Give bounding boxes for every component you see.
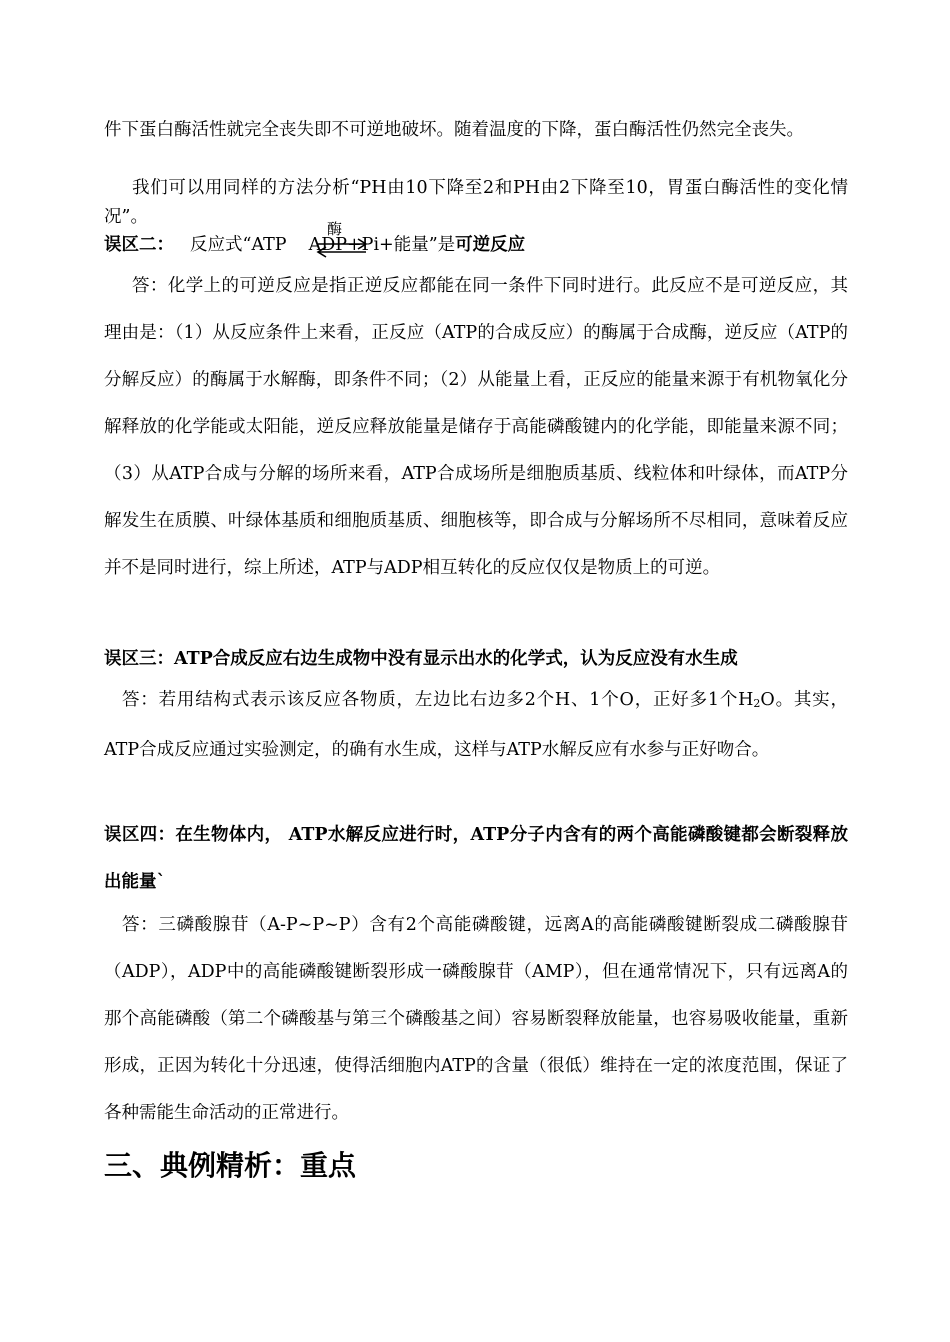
misconception-2-label: 误区二： xyxy=(104,235,174,255)
misconception-4-text: 在生物体内， ATP水解反应进行时，ATP分子内含有的两个高能磷酸键都会断裂释放出能量` xyxy=(104,825,848,892)
enzyme-label: 酶 xyxy=(327,220,343,238)
answer-3-subscript: 2 xyxy=(753,697,761,710)
misconception-3-label: 误区三： xyxy=(104,649,174,669)
answer-3-pre: 答：若用结构式表示该反应各物质，左边比右边多2个H、1个O，正好多1个H xyxy=(122,690,754,710)
answer-3 xyxy=(104,677,848,774)
misconception-2-pre: 反应式“ATP xyxy=(190,235,287,255)
misconception-2-rhs: ADP+Pi+能量”是 xyxy=(308,235,456,255)
paragraph-1: 件下蛋白酶活性就完全丧失即不可逆地破坏。随着温度的下降，蛋白酶活性仍然完全丧失。 xyxy=(104,120,804,140)
answer-2: 答：化学上的可逆反应是指正逆反应都能在同一条件下同时进行。此反应不是可逆反应，其理由是：（1）从反应条件上来看，正反应（ATP的合成反应）的酶属于合成酶，逆反应（ATP的分解反应）的酶属于水解酶，即条件不同；（2）从能量上看，正反应的能量来源于有机物氧化分解释放的化学能或太阳能，逆反应释放能量是储存于高能磷酸键内的化学能，即能量来源不同；（3）从ATP合成与分解的场所来看，ATP合成场所是细胞质基质、线粒体和叶绿体，而ATP分解发生在质膜、叶绿体基质和细胞质基质、细胞核等，即合成与分解场所不尽相同，意味着反应并不是同时进行，综上所述，ATP与ADP相互转化的反应仅仅是物质上的可逆。 xyxy=(104,276,848,578)
misconception-4-label: 误区四： xyxy=(104,825,176,845)
misconception-4 xyxy=(104,812,848,906)
reversible-arrow-icon xyxy=(314,238,370,258)
misconception-2-emphasis: 可逆反应 xyxy=(455,235,526,255)
answer-4: 答：三磷酸腺苷（A-P~P~P）含有2个高能磷酸键，远离A的高能磷酸键断裂成二磷酸腺苷（ADP），ADP中的高能磷酸键断裂形成一磷酸腺苷（AMP），但在通常情况下，只有远离A的那个高能磷酸（第二个磷酸基与第三个磷酸基之间）容易断裂释放能量，也容易吸收能量，重新形成，正因为转化十分迅速，使得活细胞内ATP的含量（很低）维持在一定的浓度范围，保证了各种需能生命活动的正常进行。 xyxy=(104,915,848,1123)
paragraph-2: 我们可以用同样的方法分析“PH由10下降至2和PH由2下降至10，胃蛋白酶活性的变化情况”。 xyxy=(104,178,848,227)
answer-3-post: O。其实，ATP合成反应通过实验测定，的确有水生成，这样与ATP水解反应有水参与正好吻合。 xyxy=(104,690,848,760)
misconception-3 xyxy=(104,645,848,674)
section-heading: 三、典例精析：重点 xyxy=(104,1149,357,1182)
misconception-3-text: ATP合成反应右边生成物中没有显示出水的化学式，认为反应没有水生成 xyxy=(174,649,738,669)
